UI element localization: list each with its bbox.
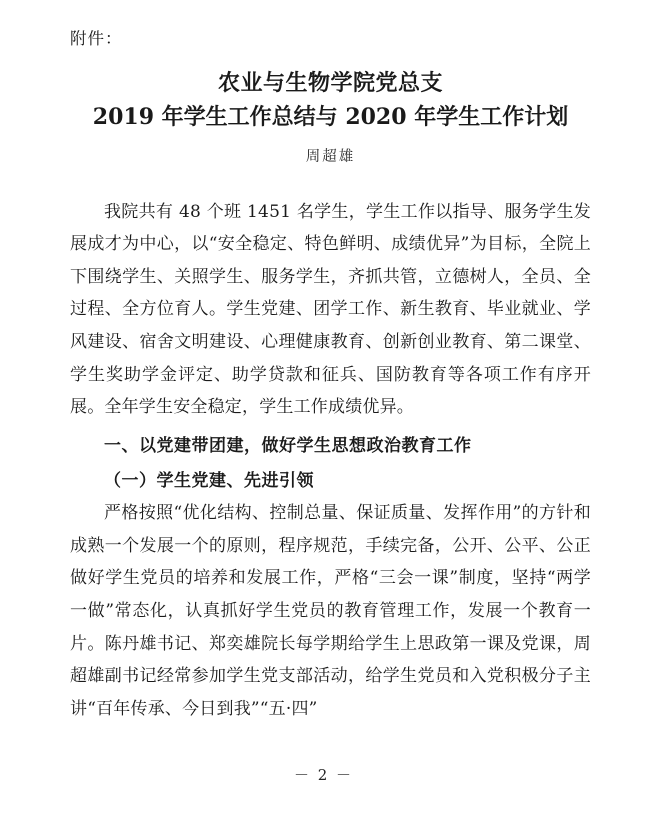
- attachment-label: 附件：: [70, 29, 123, 48]
- author-name: 周超雄: [305, 148, 356, 165]
- title-line-1: 农业与生物学院党总支: [217, 70, 443, 97]
- paragraph-party-building: 严格按照“优化结构、控制总量、保证质量、发挥作用”的方针和成熟一个发展一个的原则，程序规范，手续完备，公开、公平、公正做好学生党员的培养和发展工作，严格“三会一课”制度，坚持“两学一做”常态化，认真抓好学生党员的教育管理工作，发展一个教育一片。陈丹雄书记、郑奕雄院长每学期给学生上思政第一课及党课，周超雄副书记经常参加学生党支部活动，给学生党员和入党积极分子主讲“百年传承、今日到我”“五·四”: [70, 503, 591, 719]
- title-line-2: 2019 年学生工作总结与 2020 年学生工作计划: [92, 104, 569, 131]
- page-title: [70, 66, 591, 134]
- document-body: [70, 196, 591, 726]
- section-heading-2: （一）学生党建、先进引领: [104, 470, 314, 491]
- page-number: － 2 －: [293, 766, 354, 784]
- paragraph-intro: 我院共有 48 个班 1451 名学生，学生工作以指导、服务学生发展成才为中心，以“安全稳定、特色鲜明、成绩优异”为目标，全院上下围绕学生、关照学生、服务学生，齐抓共管，立德树人，全员、全过程、全方位育人。学生党建、团学工作、新生教育、毕业就业、学风建设、宿舍文明建设、心理健康教育、创新创业教育、第二课堂、学生奖助学金评定、助学贷款和征兵、国防教育等各项工作有序开展。全年学生安全稳定，学生工作成绩优异。: [70, 201, 591, 418]
- section-heading-1: 一、以党建带团建，做好学生思想政治教育工作: [104, 435, 472, 456]
